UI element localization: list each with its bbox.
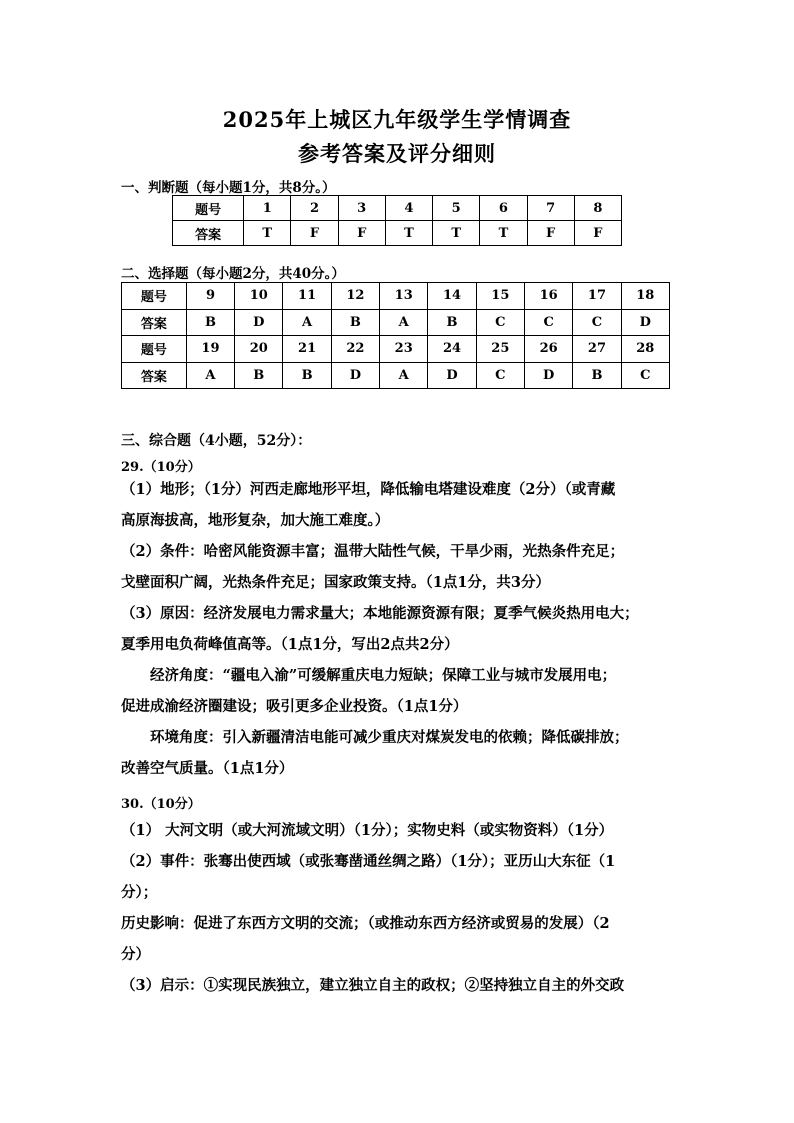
question-30-answer (121, 815, 683, 1001)
answer-cell: B (428, 309, 476, 336)
answer-cell: B (573, 362, 621, 389)
question-number: 9 (186, 283, 234, 310)
question-number: 25 (476, 336, 524, 363)
answer-cell: A (380, 362, 428, 389)
question-number: 17 (573, 283, 621, 310)
answer-line: （1）地形；（1分）河西走廊地形平坦，降低输电塔建设难度（2分）（或青藏 (121, 481, 616, 498)
answer-cell: T (244, 221, 291, 246)
answer-line: （2）条件：哈密风能资源丰富；温带大陆性气候，干旱少雨，光热条件充足； (121, 543, 625, 560)
answer-cell: C (476, 309, 524, 336)
question-number: 26 (525, 336, 573, 363)
question-number: 8 (574, 196, 621, 221)
question-29-answer (121, 474, 683, 784)
answer-cell: F (527, 221, 574, 246)
answer-cell: A (380, 309, 428, 336)
answer-cell: D (428, 362, 476, 389)
answer-cell: B (331, 309, 379, 336)
question-number: 14 (428, 283, 476, 310)
question-number: 28 (621, 336, 669, 363)
answer-cell: T (385, 221, 432, 246)
question-number: 12 (331, 283, 379, 310)
table-row (122, 362, 670, 389)
answer-line: （3）启示：①实现民族独立，建立独立自主的政权；②坚持独立自主的外交政 (121, 977, 625, 994)
answer-line: （3）原因：经济发展电力需求量大；本地能源资源有限；夏季气候炎热用电大； (121, 605, 639, 622)
section2-heading: 二、选择题（每小题2分，共40分。） (121, 266, 345, 282)
question-number: 19 (186, 336, 234, 363)
question-number: 18 (621, 283, 669, 310)
answer-cell: C (573, 309, 621, 336)
answer-cell: A (283, 309, 331, 336)
section3-heading: 三、综合题（4小题，52分）： (121, 433, 312, 449)
answer-cell: C (476, 362, 524, 389)
row-header: 题号 (122, 283, 187, 310)
answer-line: 戈壁面积广阔，光热条件充足；国家政策支持。（1点1分，共3分） (121, 574, 551, 591)
question-number: 7 (527, 196, 574, 221)
question-number: 22 (331, 336, 379, 363)
answer-line: （2）事件：张骞出使西域（或张骞凿通丝绸之路）（1分）；亚历山大东征（1 (121, 853, 616, 870)
answer-cell: D (331, 362, 379, 389)
answer-line: 改善空气质量。（1点1分） (121, 760, 294, 777)
table-row (122, 309, 670, 336)
question-number: 3 (338, 196, 385, 221)
question-number: 10 (235, 283, 283, 310)
table-row (173, 196, 622, 221)
answer-cell: B (235, 362, 283, 389)
table-row (173, 221, 622, 246)
question-number: 13 (380, 283, 428, 310)
answer-cell: C (621, 362, 669, 389)
question-30-label: 30.（10分） (121, 797, 201, 812)
question-number: 16 (525, 283, 573, 310)
answer-cell: T (433, 221, 480, 246)
multiple-choice-answer-table (121, 282, 670, 389)
document-subtitle: 参考答案及评分细则 (298, 141, 496, 166)
row-header: 答案 (122, 309, 187, 336)
document-title: 2025年上城区九年级学生学情调查 (222, 107, 572, 132)
answer-cell: B (283, 362, 331, 389)
table-row (122, 283, 670, 310)
question-number: 27 (573, 336, 621, 363)
answer-line: （1） 大河文明（或大河流域文明）（1分）；实物史料（或实物资料）（1分） (121, 822, 614, 839)
true-false-answer-table (172, 195, 622, 246)
question-number: 1 (244, 196, 291, 221)
answer-cell: D (235, 309, 283, 336)
row-header: 题号 (122, 336, 187, 363)
answer-cell: B (186, 309, 234, 336)
answer-cell: F (338, 221, 385, 246)
question-29-label: 29.（10分） (121, 460, 201, 475)
row-header: 答案 (122, 362, 187, 389)
answer-cell: C (525, 309, 573, 336)
answer-line: 夏季用电负荷峰值高等。（1点1分，写出2点共2分） (121, 636, 459, 653)
row-header: 答案 (173, 221, 244, 246)
question-number: 4 (385, 196, 432, 221)
answer-cell: T (480, 221, 527, 246)
answer-line: 环境角度：引入新疆清洁电能可减少重庆对煤炭发电的依赖；降低碳排放； (150, 729, 629, 746)
answer-line: 分） (121, 946, 150, 963)
question-number: 5 (433, 196, 480, 221)
answer-line: 历史影响：促进了东西方文明的交流；（或推动东西方经济或贸易的发展）（2 (121, 915, 610, 932)
question-number: 24 (428, 336, 476, 363)
answer-cell: A (186, 362, 234, 389)
answer-cell: F (574, 221, 621, 246)
answer-cell: F (291, 221, 338, 246)
answer-line: 经济角度：“疆电入渝”可缓解重庆电力短缺；保障工业与城市发展用电； (150, 667, 617, 684)
answer-cell: D (525, 362, 573, 389)
question-number: 6 (480, 196, 527, 221)
table-row (122, 336, 670, 363)
question-number: 2 (291, 196, 338, 221)
answer-line: 分）； (121, 884, 158, 901)
question-number: 11 (283, 283, 331, 310)
row-header: 题号 (173, 196, 244, 221)
question-number: 21 (283, 336, 331, 363)
answer-line: 促进成渝经济圈建设；吸引更多企业投资。（1点1分） (121, 698, 468, 715)
question-number: 20 (235, 336, 283, 363)
answer-line: 高原海拔高，地形复杂，加大施工难度。） (121, 512, 390, 529)
section1-heading: 一、判断题（每小题1分，共8分。） (121, 180, 336, 196)
answer-cell: D (621, 309, 669, 336)
question-number: 15 (476, 283, 524, 310)
question-number: 23 (380, 336, 428, 363)
